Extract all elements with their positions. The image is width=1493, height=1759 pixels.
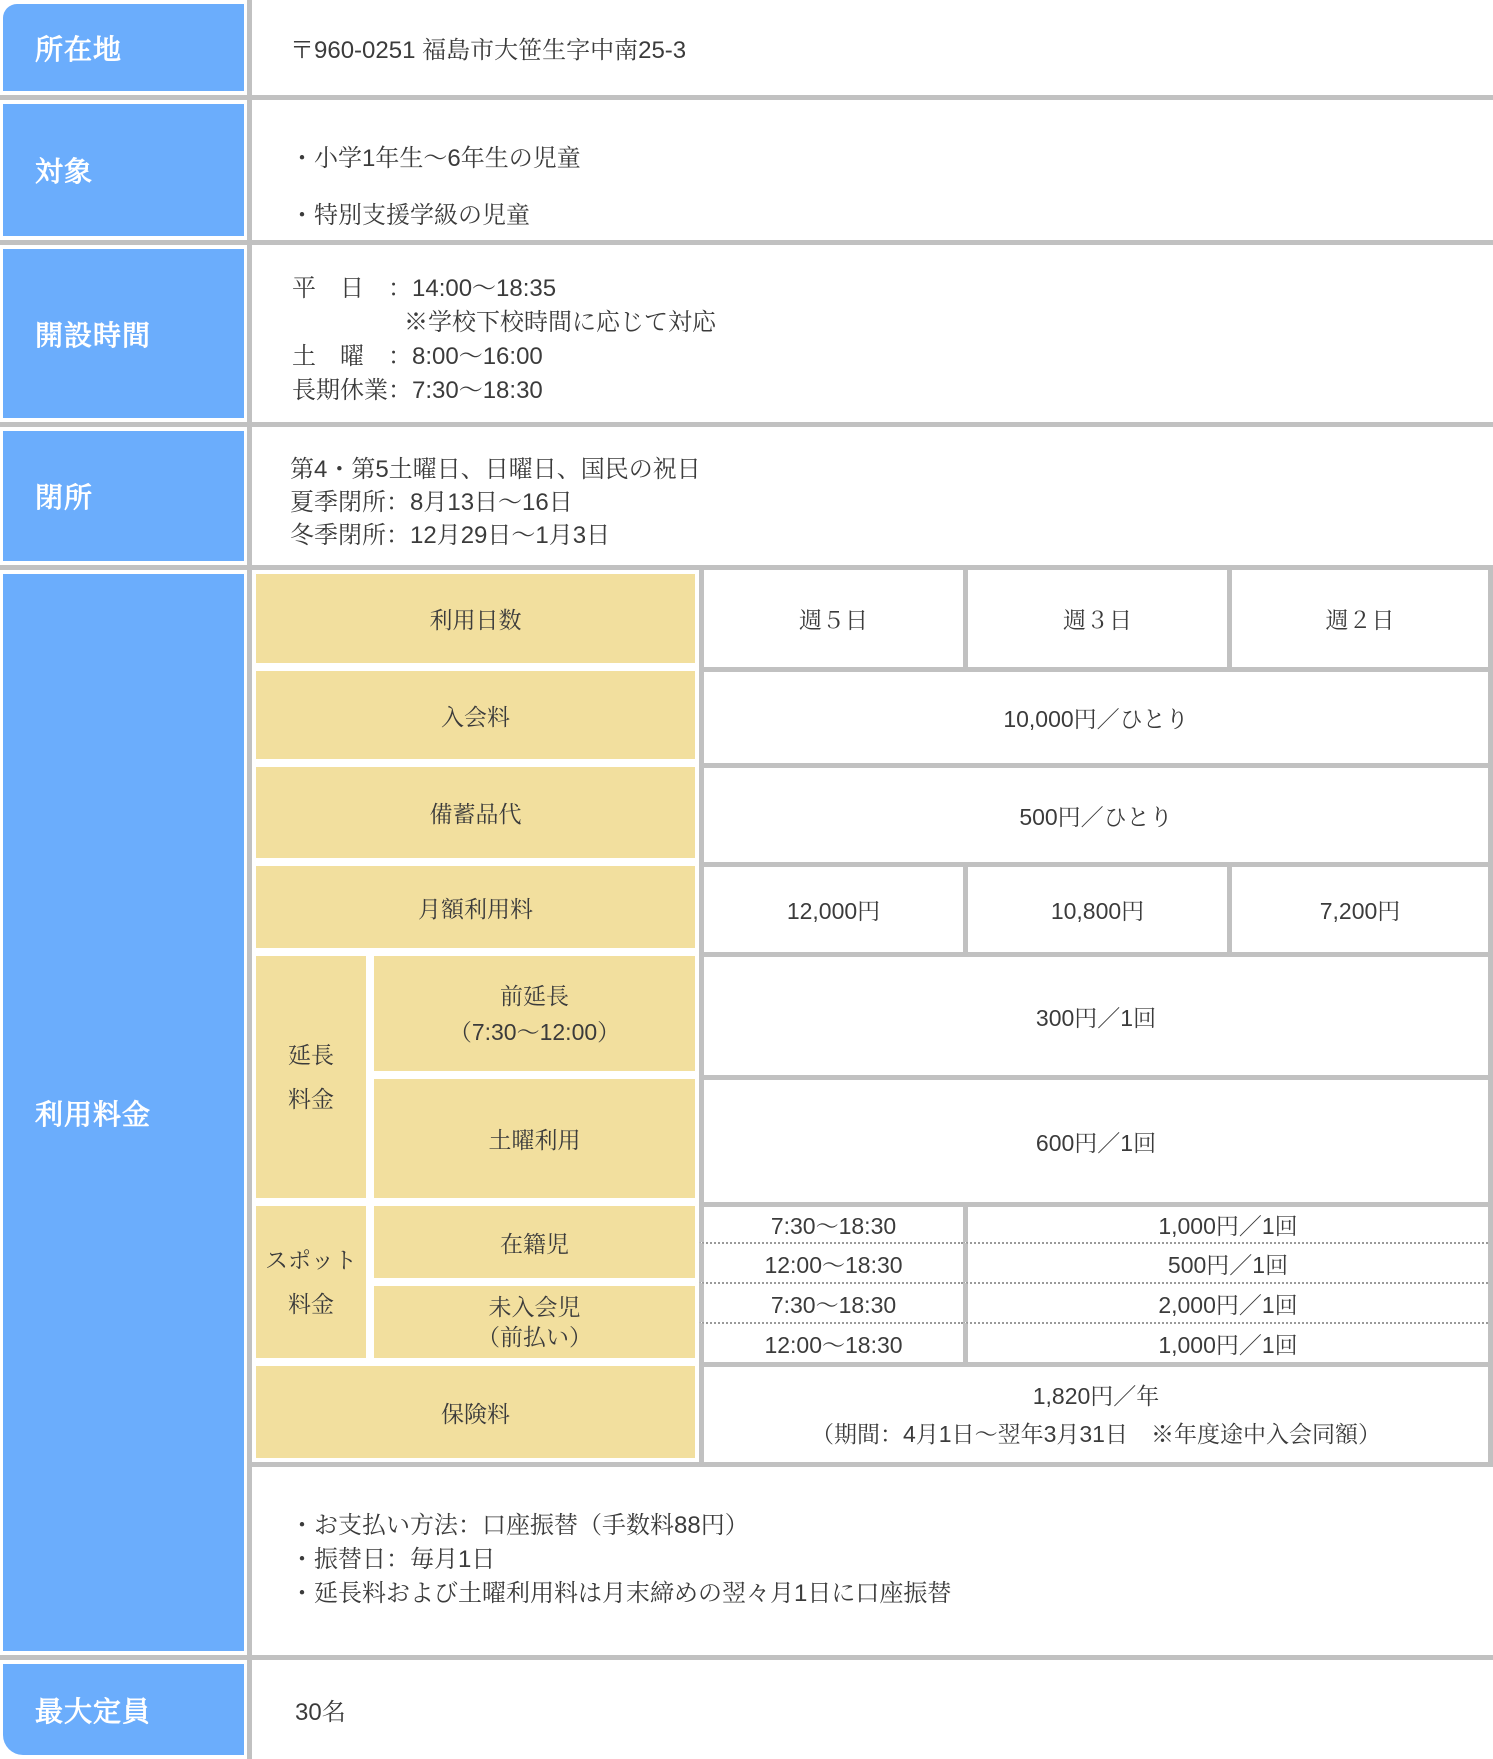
fee-insurance-value — [699, 1362, 1488, 1462]
hours-line-weekday: 平 日 ：14:00〜18:35 — [292, 275, 557, 302]
closed-label: 閉所 — [3, 431, 244, 561]
fee-spot-enrolled-price-2: 500円／1回 — [963, 1242, 1488, 1282]
fee-insurance-period: （期間：4月1日〜翌年3月31日 ※年度途中入会同額） — [811, 1420, 1381, 1447]
fee-spot-group-line: 料金 — [288, 1291, 334, 1317]
fee-admission-label: 入会料 — [252, 667, 699, 763]
row-closed — [0, 422, 1493, 565]
fee-spot-enrolled-price-1: 1,000円／1回 — [963, 1202, 1488, 1242]
fee-extension-group-line: 料金 — [288, 1086, 334, 1112]
hours-line-vacation: 長期休業：7:30〜18:30 — [292, 377, 543, 404]
hours-label: 開設時間 — [3, 249, 244, 418]
fees-note-transfer-date: ・振替日：毎月1日 — [290, 1546, 496, 1573]
closed-line-winter: 冬季閉所：12月29日〜1月3日 — [290, 522, 611, 549]
closed-label-col — [0, 427, 252, 565]
row-hours — [0, 240, 1493, 422]
fee-insurance-label: 保険料 — [252, 1362, 699, 1462]
fee-pre-extension-hours: （7:30〜12:00） — [448, 1018, 621, 1045]
location-label: 所在地 — [3, 4, 244, 91]
fee-pre-extension-value: 300円／1回 — [699, 952, 1488, 1075]
row-fees — [0, 565, 1493, 1655]
hours-line-note: ※学校下校時間に応じて対応 — [404, 309, 716, 336]
capacity-label: 最大定員 — [3, 1664, 244, 1755]
fee-extension-group-line: 延長 — [288, 1042, 334, 1068]
fee-monthly-week2: 7,200円 — [1227, 862, 1488, 952]
fee-spot-nonmember-price-2: 1,000円／1回 — [963, 1322, 1488, 1362]
capacity-label-col — [0, 1660, 252, 1759]
fee-pre-extension-title: 前延長 — [500, 982, 569, 1009]
closed-line-summer: 夏季閉所：8月13日〜16日 — [290, 489, 573, 516]
fees-note-payment: ・お支払い方法：口座振替（手数料88円） — [290, 1512, 749, 1539]
fee-spot-nonmember-time-1: 7:30〜18:30 — [699, 1282, 963, 1322]
fee-spot-nonmember-note: （前払い） — [477, 1324, 592, 1350]
fee-monthly-week5: 12,000円 — [699, 862, 963, 952]
fee-plan-week2: 週２日 — [1227, 570, 1488, 667]
fee-spot-nonmember-time-2: 12:00〜18:30 — [699, 1322, 963, 1362]
fee-spot-group — [252, 1202, 370, 1362]
fee-monthly-label: 月額利用料 — [252, 862, 699, 952]
location-label-col — [0, 0, 252, 95]
hours-content — [252, 245, 1493, 422]
fees-label-col — [0, 570, 252, 1655]
closed-content — [252, 427, 1493, 565]
target-label: 対象 — [3, 104, 244, 236]
row-target — [0, 95, 1493, 240]
hours-line-saturday: 土 曜 ：8:00〜16:00 — [292, 343, 543, 370]
fee-extension-group — [252, 952, 370, 1202]
fee-saturday-value: 600円／1回 — [699, 1075, 1488, 1202]
fee-table — [252, 570, 1493, 1467]
fee-spot-enrolled-time-2: 12:00〜18:30 — [699, 1242, 963, 1282]
target-label-col — [0, 100, 252, 240]
fee-admission-value: 10,000円／ひとり — [699, 667, 1488, 763]
fee-spot-nonmember-title: 未入会児 — [488, 1294, 581, 1320]
location-content — [252, 0, 1493, 95]
fee-plan-week5: 週５日 — [699, 570, 963, 667]
fee-spot-nonmember-price-1: 2,000円／1回 — [963, 1282, 1488, 1322]
fee-header-days: 利用日数 — [252, 570, 699, 667]
closed-line: 第4・第5土曜日、日曜日、国民の祝日 — [290, 456, 701, 483]
fee-spot-group-line: スポット — [265, 1247, 357, 1273]
target-item: ・特別支援学級の児童 — [290, 202, 530, 229]
capacity-content — [252, 1660, 1493, 1759]
fee-monthly-week3: 10,800円 — [963, 862, 1227, 952]
fees-notes — [290, 1509, 1493, 1611]
fees-content — [252, 570, 1493, 1655]
hours-label-col — [0, 245, 252, 422]
fee-stockpile-value: 500円／ひとり — [699, 763, 1488, 862]
fee-pre-extension-label — [370, 952, 699, 1075]
target-item: ・小学1年生〜6年生の児童 — [290, 145, 581, 172]
target-content — [252, 100, 1493, 240]
location-value: 〒960-0251 福島市大笹生字中南25-3 — [290, 37, 687, 64]
fee-spot-enrolled-time-1: 7:30〜18:30 — [699, 1202, 963, 1242]
capacity-value: 30名 — [295, 1699, 346, 1726]
row-location — [0, 0, 1493, 95]
row-capacity — [0, 1655, 1493, 1759]
fee-stockpile-label: 備蓄品代 — [252, 763, 699, 862]
fee-insurance-amount: 1,820円／年 — [1032, 1382, 1160, 1409]
fee-plan-week3: 週３日 — [963, 570, 1227, 667]
fees-note-extension-billing: ・延長料および土曜利用料は月末締めの翌々月1日に口座振替 — [290, 1580, 952, 1607]
fee-spot-enrolled-label: 在籍児 — [370, 1202, 699, 1282]
fees-label: 利用料金 — [3, 574, 244, 1651]
fee-spot-nonmember-label — [370, 1282, 699, 1362]
fee-saturday-label: 土曜利用 — [370, 1075, 699, 1202]
